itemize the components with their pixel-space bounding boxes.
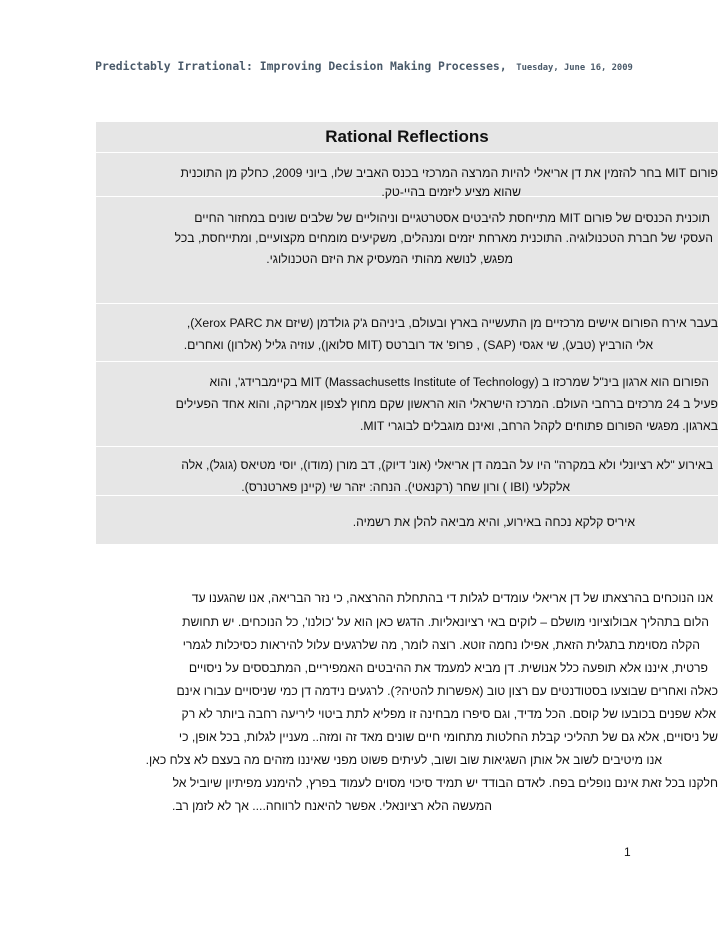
box-line: העסקי של חברת הטכנולוגיה. התוכנית מארחת יזמים ומנהלים, משקיעים מומחים מקצועיים, ומתייחסת, בכל xyxy=(174,231,713,245)
box-line: מפגש, לנושא מהותי המעסיק את היזם הטכנולוגי. xyxy=(266,252,513,266)
body-line: הלום בתהליך אבולוציוני מושלם – לוקים באי רציונאליות. הדגש כאן הוא על 'כולנו', כל הנוכחים. יש תחושת xyxy=(182,615,709,629)
body-line: הקלה מסוימת בתגלית הזאת, אפילו נחמה זוטא. רוצה לומר, מה שלרגעים עלול להיראות כסיכלות לגמרי xyxy=(182,638,700,652)
separator xyxy=(96,303,718,304)
body-line: כאלה ואחרים שבוצעו בסטודנטים עם רצון טוב (אפשרות להטיה?). לרגעים נידמה דן כמי שניסויים עבורו אינם xyxy=(176,684,718,698)
box-line: פעיל ב 24 מרכזים ברחבי העולם. המרכז הישראלי הוא הראשון שקם מחוץ לצפון אמריקה, והוא אחד הפעילים xyxy=(175,397,718,411)
box-line: שהוא מציע ליזמים בהיי-טק. xyxy=(381,185,521,199)
box-line: פורום MIT בחר להזמין את דן אריאלי להיות המרצה המרכזי בכנס האביב שלו, ביוני 2009, כחלק מן התוכנית xyxy=(180,166,718,180)
page-number: 1 xyxy=(624,845,631,859)
separator xyxy=(96,361,718,362)
document-header xyxy=(0,55,728,74)
separator xyxy=(96,446,718,447)
box-title: Rational Reflections xyxy=(325,127,489,146)
box-line: בארגון. מפגשי הפורום פתוחים לקהל הרחב, ואינם מוגבלים לבוגרי MIT. xyxy=(360,419,718,433)
box-line: בעבר אירח הפורום אישים מרכזיים מן התעשייה בארץ ובעולם, ביניהם ג'ק גולדמן (שיזם את Xerox PARC), xyxy=(186,316,718,330)
separator xyxy=(96,152,718,153)
body-line: המעשה הלא רציונאלי. אפשר להיאנח לרווחה.... אך לא לזמן רב. xyxy=(171,799,492,813)
body-line: של ניסויים, אלא גם של תהליכי קבלת החלטות מתחומי חיים שונים מאד זה ומזה.. מעניין לגלות, בכל אופן, כי xyxy=(178,730,718,744)
header-title: Predictably Irrational: Improving Decision Making Processes, xyxy=(95,59,507,73)
box-line: איריס קלקא נכחה באירוע, והיא מביאה להלן את רשמיה. xyxy=(352,515,635,529)
body-line: אנו הנוכחים בהרצאתו של דן אריאלי עומדים לגלות די בהתחלת ההרצאה, כי נזר הבריאה, אנו שהגענו עד xyxy=(191,591,713,605)
box-line: תוכנית הכנסים של פורום MIT מתייחסת להיבטים אסטרטגיים וניהוליים של שלבים שונים במחזור החיים xyxy=(194,211,710,225)
box-line: הפורום הוא ארגון בינ"ל שמרכזו ב MIT (Massachusetts Institute of Technology) בקיימברידג', והוא xyxy=(209,375,709,389)
box-line: אלי הורביץ (טבע), שי אגסי (SAP) , פרופ' אד רוברטס (MIT סלואן), עוזיה גליל (אלרון) ואחרים. xyxy=(183,338,653,352)
body-line: אנו מיטיבים לשוב אל אותן השגיאות שוב ושוב, לעיתים פשוט מפני שאיננו מזהים מה בעצם לא צלח כאן. xyxy=(145,753,662,767)
body-line: פרטית, איננו אלא תופעה כלל אנושית. דן מביא למעמד את ההיבטים האמפיריים, המתבססים על ניסויים xyxy=(188,661,708,675)
header-date: Tuesday, June 16, 2009 xyxy=(516,63,633,73)
box-line: באירוע "לא רציונלי ולא במקרה" היו על הבמה דן אריאלי (אונ' דיוק), דב מורן (מודו), יוסי מטיאס (גוגל), אלה xyxy=(181,458,713,472)
body-line: אלא שפנים בכובעו של קוסם. הכל מדיד, וגם סיפרו מבחינה זו מפליא לתת ביטוי ליריעה רחבה ביותר לא רק xyxy=(181,707,716,721)
body-line: חלקנו בכל זאת אינם נופלים בפח. לאדם הבודד יש תמיד סיכוי מסוים לעמוד בפרץ, להימנע מפיתיון שיוביל אל xyxy=(172,776,718,790)
box-line: אלקלעי (IBI ) ורון שחר (רקנאטי). הנחה: יזהר שי (קיינן פארטנרס). xyxy=(241,480,570,494)
